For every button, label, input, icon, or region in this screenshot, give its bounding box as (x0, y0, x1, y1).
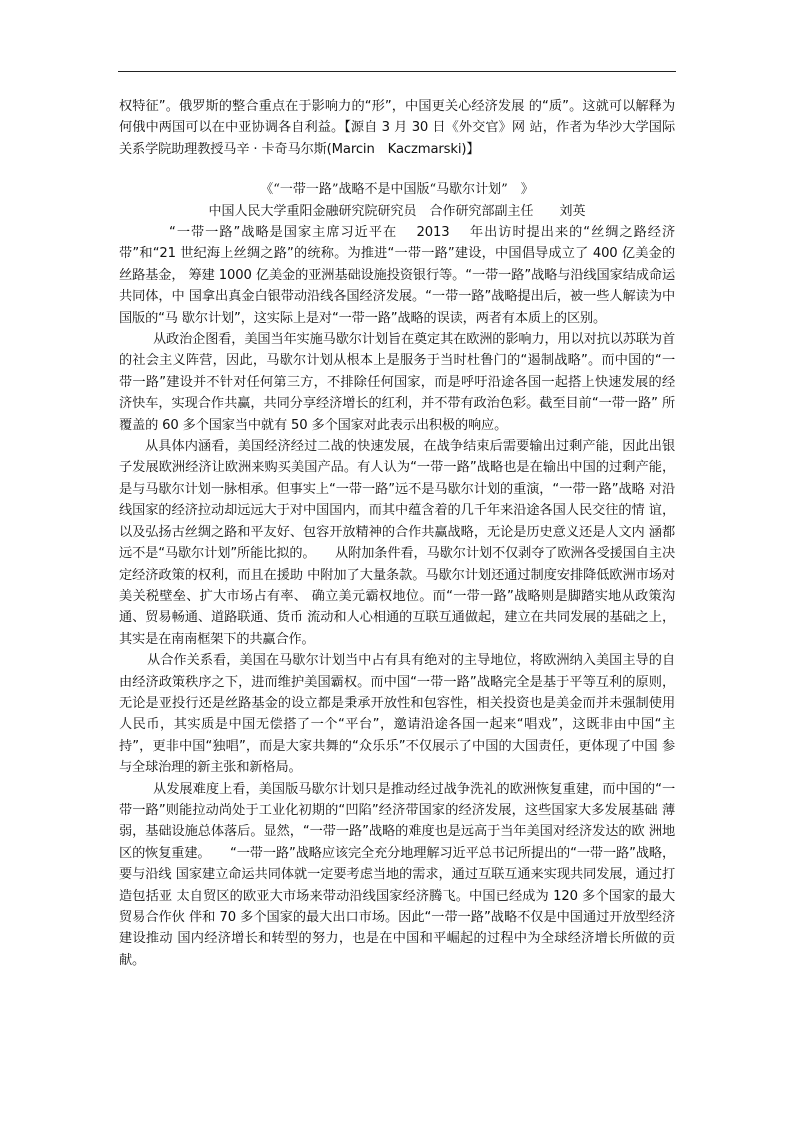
body-paragraph: 从具体内涵看，美国经济经过二战的快速发展，在战争结束后需要输出过剩产能，因此出银 子发展欧洲经济让欧洲来购买美国产品。有人认为“一带一路”战略也是在输出中国的过剩产能， 是与马歇尔计划一脉相承。但事实上“一带一路”远不是马歇尔计划的重演，“一带一路”战略 对沿线国家的经济拉动却远远大于对中国国内，而其中蕴含着的几千年来沿途各国人民交往的情 谊，以及弘扬古丝绸之路和平友好、包容开放精神的合作共赢战略，无论是历史意义还是人文内 涵都远不是“马歇尔计划”所能比拟的。 从附加条件看，马歇尔计划不仅剥夺了欧洲各受援国自主决定经济政策的权利，而且在援助 中附加了大量条款。马歇尔计划还通过制度安排降低欧洲市场对美关税壁垒、扩大市场占有率、 确立美元霸权地位。而“一带一路”战略则是脚踏实地从政策沟通、贸易畅通、道路联通、货币 流动和人心相通的互联互通做起，建立在共同发展的基础之上，其实是在南南框架下的共赢合作。 (119, 439, 675, 647)
intro-paragraph: 权特征”。俄罗斯的整合重点在于影响力的“形”，中国更关心经济发展 的“质”。这就可以解释为何俄中两国可以在中亚协调各自利益。【源自 3 月 30 日《外交官》网 站，作者为华沙大学国际关系学院助理教授马辛 · 卡奇马尔斯(Marcin Kaczmarski)】 (119, 99, 675, 157)
article-title: 《“一带一路”战略不是中国版“马歇尔计划” 》 (260, 182, 534, 197)
body-paragraph: 从政治企图看，美国当年实施马歇尔计划旨在奠定其在欧洲的影响力，用以对抗以苏联为首 的社会主义阵营，因此，马歇尔计划从根本上是服务于当时杜鲁门的“遏制战略”。而中国的“一 带一路”建设并不针对任何第三方，不排除任何国家，而是呼吁沿途各国一起搭上快速发展的经 济快车，实现合作共赢，共同分享经济增长的红利，并不带有政治色彩。截至目前“一带一路” 所覆盖的 60 多个国家当中就有 50 多个国家对此表示出积极的响应。 (119, 332, 706, 433)
body-paragraph: “一带一路”战略是国家主席习近平在 2013 年出访时提出来的“丝绸之路经济带”和“21 世纪海上丝绸之路”的统称。为推进“一带一路”建设，中国倡导成立了 400 亿美金的丝路基金， 筹建 1000 亿美金的亚洲基础设施投资银行等。“一带一路”战略与沿线国家结成命运共同体，中 国拿出真金白银带动沿线各国经济发展。“一带一路”战略提出后，被一些人解读为中国版的“马 歇尔计划”，这实际上是对“一带一路”战略的误读，两者有本质上的区别。 (119, 225, 675, 326)
body-paragraph: 从合作关系看，美国在马歇尔计划当中占有具有绝对的主导地位，将欧洲纳入美国主导的自 由经济政策秩序之下，进而维护美国霸权。而中国“一带一路”战略完全是基于平等互利的原则， 无论是亚投行还是丝路基金的设立都是秉承开放性和包容性，相关投资也是美金而并未强制使用 人民币，其实质是中国无偿搭了一个“平台”，邀请沿途各国一起来“唱戏”，这既非由中国“主 持”，更非中国“独唱”，而是大家共舞的“众乐乐”不仅展示了中国的大国责任，更体现了中国 参与全球治理的新主张和新格局。 (119, 653, 675, 776)
article-byline: 中国人民大学重阳金融研究院研究员 合作研究部副主任 刘英 (208, 203, 586, 219)
body-paragraph: 从发展难度上看，美国版马歇尔计划只是推动经过战争洗礼的欧洲恢复重建，而中国的“一 带一路”则能拉动尚处于工业化初期的“凹陷”经济带国家的经济发展，这些国家大多发展基础 薄弱，基础设施总体落后。显然，“一带一路”战略的难度也是远高于当年美国对经济发达的欧 洲地区的恢复重建。 “一带一路”战略应该完全充分地理解习近平总书记所提出的“一带一路”战略，要与沿线 国家建立命运共同体就一定要考虑当地的需求，通过互联互通来实现共同发展，通过打造包括亚 太自贸区的欧亚大市场来带动沿线国家经济腾飞。中国已经成为 120 多个国家的最大贸易合作伙 伴和 70 多个国家的最大出口市场。因此“一带一路”战略不仅是中国通过开放型经济建设推动 国内经济增长和转型的努力，也是在中国和平崛起的过程中为全球经济增长所做的贡献。 (119, 781, 675, 968)
intro-block (119, 96, 675, 160)
article-body (119, 222, 706, 971)
header-rule (118, 71, 676, 72)
article-heading (119, 179, 675, 222)
